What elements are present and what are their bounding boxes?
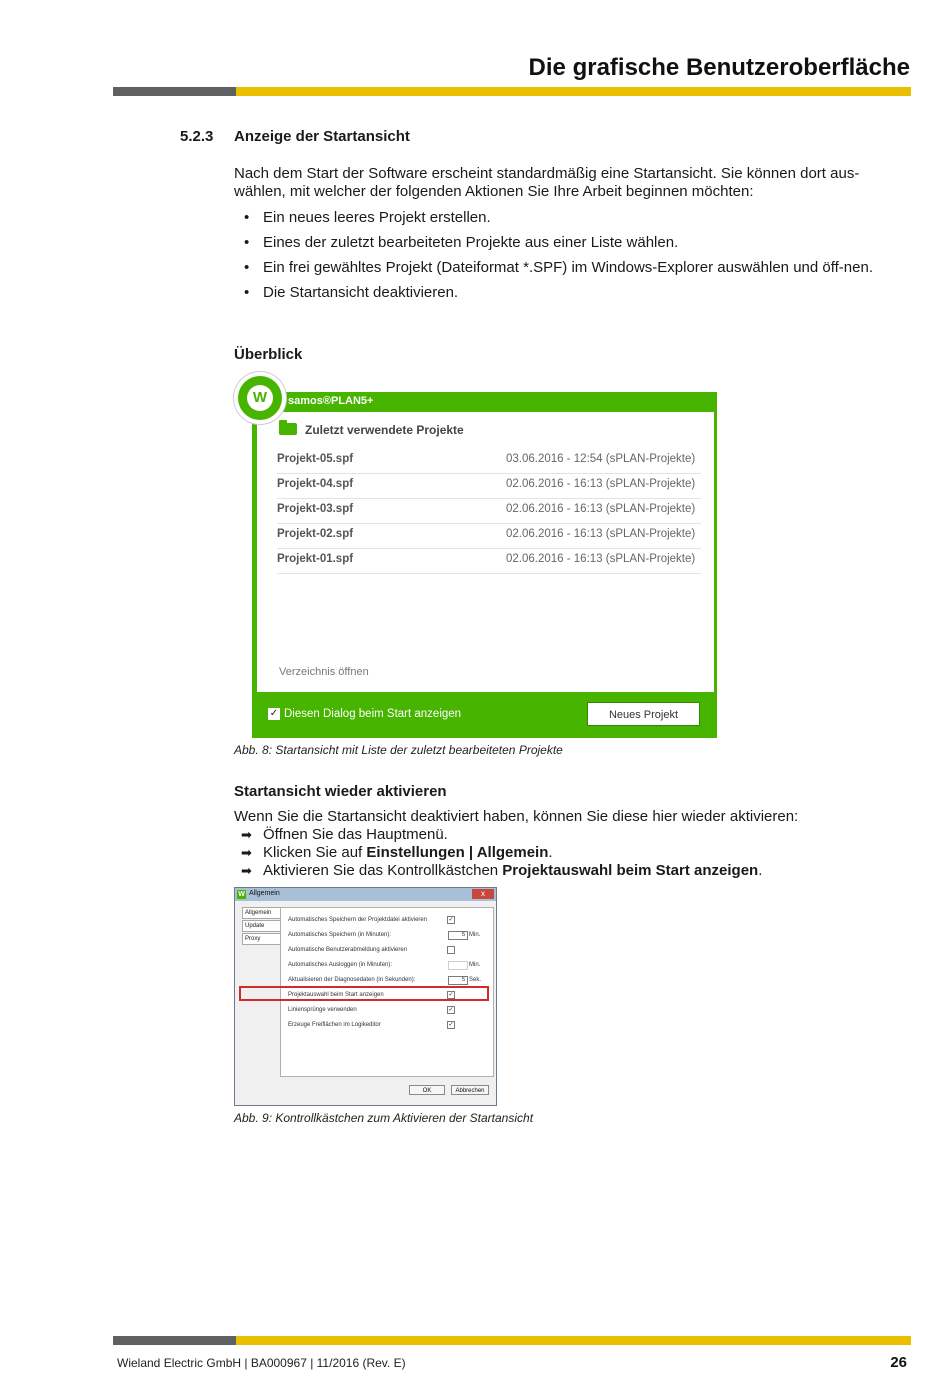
footer-text: Wieland Electric GmbH | BA000967 | 11/2016 (Rev. E) bbox=[117, 1356, 406, 1370]
section-number: 5.2.3 bbox=[180, 128, 214, 145]
project-row[interactable] bbox=[277, 498, 701, 524]
list-item-text: Eines der zuletzt bearbeiteten Projekte aus einer Liste wählen. bbox=[263, 234, 679, 251]
page-number: 26 bbox=[890, 1354, 907, 1371]
option-checkbox[interactable]: ✓ bbox=[448, 917, 454, 923]
list-item: • Eines der zuletzt bearbeiteten Projekte aus einer Liste wählen. bbox=[244, 234, 679, 251]
open-directory-link[interactable]: Verzeichnis öffnen bbox=[279, 666, 369, 678]
project-row[interactable] bbox=[277, 523, 701, 549]
project-row[interactable] bbox=[277, 548, 701, 574]
option-number-input[interactable]: 5 bbox=[448, 976, 468, 985]
page-header-title: Die grafische Benutzeroberfläche bbox=[528, 54, 910, 81]
wieland-logo-icon bbox=[233, 371, 287, 425]
arrow-right-icon: ➡ bbox=[241, 845, 252, 860]
list-item: • Die Startansicht deaktivieren. bbox=[244, 284, 459, 301]
option-label: Automatisches Ausloggen (in Minuten): bbox=[288, 962, 393, 968]
arrow-right-icon: ➡ bbox=[241, 827, 252, 842]
option-label: Automatische Benutzerabmeldung aktivieren bbox=[288, 947, 408, 953]
new-project-button[interactable]: Neues Projekt bbox=[587, 702, 700, 726]
footer-divider-bar bbox=[113, 1336, 911, 1345]
tab-update[interactable]: Update bbox=[242, 920, 282, 932]
step-item: ➡ Klicken Sie auf Einstellungen | Allgemein. bbox=[241, 844, 553, 861]
list-item-text: Die Startansicht deaktivieren. bbox=[263, 284, 459, 301]
intro-paragraph: Nach dem Start der Software erscheint standardmäßig eine Startansicht. Sie können dort aus-wählen, mit welcher der folgenden Aktionen Sie Ihre Arbeit beginnen möchten: bbox=[234, 165, 860, 200]
reactivate-heading: Startansicht wieder aktivieren bbox=[234, 783, 447, 800]
option-unit: Sek. bbox=[469, 977, 482, 983]
reactivate-steps bbox=[241, 826, 911, 880]
list-item: • Ein frei gewähltes Projekt (Dateiformat *.SPF) im Windows-Explorer auswählen und öff-nen. bbox=[244, 259, 873, 276]
option-label: Aktualisieren der Diagnosedaten (in Sekunden): bbox=[288, 977, 416, 983]
project-name: Projekt-04.spf bbox=[277, 478, 354, 490]
option-number-input[interactable] bbox=[448, 961, 468, 970]
action-list bbox=[244, 209, 910, 309]
section-title: Anzeige der Startansicht bbox=[234, 128, 410, 145]
list-item: • Ein neues leeres Projekt erstellen. bbox=[244, 209, 491, 226]
project-name: Projekt-02.spf bbox=[277, 528, 354, 540]
project-row[interactable] bbox=[277, 473, 701, 499]
logo-letter: W bbox=[252, 389, 268, 406]
ok-button[interactable]: OK bbox=[409, 1085, 445, 1095]
project-date: 02.06.2016 - 16:13 (sPLAN-Projekte) bbox=[506, 553, 696, 565]
list-item-text: Ein frei gewähltes Projekt (Dateiformat *.SPF) im Windows-Explorer auswählen und öff-nen. bbox=[263, 259, 873, 276]
option-label: Automatisches Speichern der Projektdatei aktivieren bbox=[288, 917, 428, 923]
option-checkbox[interactable] bbox=[447, 946, 455, 954]
project-name: Projekt-01.spf bbox=[277, 553, 354, 565]
dialog-title: Allgemein bbox=[249, 890, 280, 897]
step-item: ➡ Aktivieren Sie das Kontrollkästchen Projektauswahl beim Start anzeigen. bbox=[241, 862, 763, 879]
tab-proxy[interactable]: Proxy bbox=[242, 933, 282, 945]
project-name: Projekt-05.spf bbox=[277, 453, 354, 465]
project-name: Projekt-03.spf bbox=[277, 503, 354, 515]
dialog-titlebar bbox=[235, 888, 496, 901]
settings-tabs bbox=[242, 907, 280, 946]
reactivate-intro: Wenn Sie die Startansicht deaktiviert haben, können Sie diese hier wieder aktivieren: bbox=[234, 808, 799, 825]
option-checkbox[interactable]: ✓ bbox=[448, 1022, 454, 1028]
start-dialog-screenshot bbox=[252, 392, 717, 738]
project-row[interactable] bbox=[277, 448, 701, 474]
option-label: Automatisches Speichern (in Minuten): bbox=[288, 932, 392, 938]
cancel-button[interactable]: Abbrechen bbox=[451, 1085, 489, 1095]
close-icon[interactable]: x bbox=[472, 889, 494, 899]
highlight-box bbox=[239, 986, 489, 1001]
step-item: ➡ Öffnen Sie das Hauptmenü. bbox=[241, 826, 448, 843]
list-item-text: Ein neues leeres Projekt erstellen. bbox=[263, 209, 491, 226]
project-date: 02.06.2016 - 16:13 (sPLAN-Projekte) bbox=[506, 478, 696, 490]
project-date: 03.06.2016 - 12:54 (sPLAN-Projekte) bbox=[506, 453, 696, 465]
header-divider-bar bbox=[113, 87, 911, 96]
settings-dialog-screenshot bbox=[234, 887, 497, 1106]
option-number-input[interactable]: 5 bbox=[448, 931, 468, 940]
option-unit: Min. bbox=[469, 962, 481, 968]
option-unit: Min. bbox=[469, 932, 481, 938]
app-icon: W bbox=[238, 891, 245, 898]
option-label: Projektauswahl beim Start anzeigen bbox=[288, 992, 384, 998]
option-checkbox[interactable]: ✓ bbox=[448, 992, 454, 998]
option-label: Liniensprünge verwenden bbox=[288, 1007, 357, 1013]
overview-heading: Überblick bbox=[234, 346, 303, 363]
dialog-app-title: samos®PLAN5+ bbox=[288, 395, 374, 407]
option-label: Erzeuge Freiflächen im Logikeditor bbox=[288, 1022, 381, 1028]
figure-8-caption: Abb. 8: Startansicht mit Liste der zuletzt bearbeiteten Projekte bbox=[234, 743, 563, 757]
figure-9-caption: Abb. 9: Kontrollkästchen zum Aktivieren der Startansicht bbox=[234, 1111, 534, 1125]
option-checkbox[interactable]: ✓ bbox=[448, 1007, 454, 1013]
project-date: 02.06.2016 - 16:13 (sPLAN-Projekte) bbox=[506, 503, 696, 515]
folder-icon bbox=[279, 423, 297, 435]
arrow-right-icon: ➡ bbox=[241, 863, 252, 878]
show-dialog-label: Diesen Dialog beim Start anzeigen bbox=[284, 708, 462, 720]
recent-projects-panel bbox=[257, 412, 714, 692]
recent-projects-heading: Zuletzt verwendete Projekte bbox=[305, 423, 464, 437]
tab-allgemein[interactable]: Allgemein bbox=[242, 907, 282, 919]
show-dialog-checkbox[interactable]: ✓ bbox=[269, 708, 279, 719]
project-date: 02.06.2016 - 16:13 (sPLAN-Projekte) bbox=[506, 528, 696, 540]
